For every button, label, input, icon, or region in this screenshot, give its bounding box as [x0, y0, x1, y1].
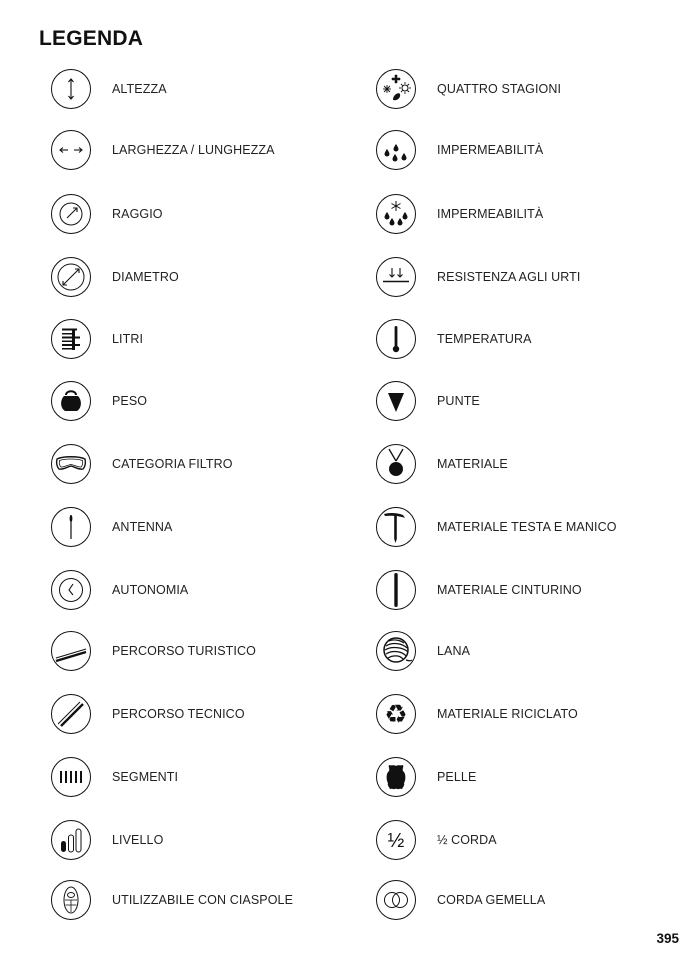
legend-label: AUTONOMIA [112, 583, 189, 597]
legend-item-litri [50, 317, 143, 361]
legend-label: LANA [437, 644, 471, 658]
four-seasons-icon [375, 68, 417, 110]
ice-axe-icon [375, 506, 417, 548]
tip-triangle-icon [375, 380, 417, 422]
legend-label: IMPERMEABILITÀ [437, 207, 544, 221]
legend-item-impermeabilita-2 [375, 192, 543, 236]
medal-icon [375, 443, 417, 485]
half-glyph: ½ [387, 830, 405, 852]
legend-label: IMPERMEABILITÀ [437, 143, 544, 157]
legend-item-antenna [50, 505, 172, 549]
legend-item-percorso-turistico [50, 629, 256, 673]
page-number: 395 [656, 931, 679, 946]
legend-label: ANTENNA [112, 520, 173, 534]
legend-label: ½ CORDA [437, 833, 497, 847]
page-title: LEGENDA [39, 27, 144, 50]
wool-icon [375, 630, 417, 672]
antenna-icon [50, 506, 92, 548]
legend-label: PUNTE [437, 394, 480, 408]
steep-slope-icon [50, 693, 92, 735]
legend-label: TEMPERATURA [437, 332, 532, 346]
legend-item-temperatura [375, 317, 532, 361]
level-bars-icon [50, 819, 92, 861]
legend-item-quattro-stagioni [375, 67, 561, 111]
clock-icon [50, 569, 92, 611]
leather-hide-icon [375, 756, 417, 798]
half-rope-icon [375, 819, 417, 861]
legend-label: CATEGORIA FILTRO [112, 457, 233, 471]
legend-label: RESISTENZA AGLI URTI [437, 270, 581, 284]
legend-item-diametro [50, 255, 179, 299]
impact-arrows-icon [375, 256, 417, 298]
legend-label: QUATTRO STAGIONI [437, 82, 562, 96]
segments-icon [50, 756, 92, 798]
goggles-icon [50, 443, 92, 485]
rain-drops-icon [375, 129, 417, 171]
height-arrows-icon [50, 68, 92, 110]
legend-item-autonomia [50, 568, 188, 612]
legend-item-corda-gemella [375, 878, 545, 922]
svg-text:♻: ♻ [384, 700, 408, 730]
legend-label: MATERIALE [437, 457, 508, 471]
weight-icon [50, 380, 92, 422]
legend-label: SEGMENTI [112, 770, 179, 784]
legend-item-materiale [375, 442, 508, 486]
legend-label: CORDA GEMELLA [437, 893, 546, 907]
legend-label: PERCORSO TECNICO [112, 707, 245, 721]
legend-item-larghezza [50, 128, 275, 172]
legend-label: PESO [112, 394, 148, 408]
legend-label: DIAMETRO [112, 270, 179, 284]
legend-item-raggio [50, 192, 163, 236]
legend-item-materiale-testa-manico [375, 505, 617, 549]
liters-icon [50, 318, 92, 360]
legend-label: PERCORSO TURISTICO [112, 644, 256, 658]
legend-item-resistenza-urti [375, 255, 580, 299]
legend-item-punte [375, 379, 480, 423]
twin-rope-icon [375, 879, 417, 921]
gentle-slope-icon [50, 630, 92, 672]
snowshoe-icon [50, 879, 92, 921]
legend-item-lana [375, 629, 470, 673]
legend-label: LIVELLO [112, 833, 164, 847]
legend-label: MATERIALE RICICLATO [437, 707, 578, 721]
legend-item-altezza [50, 67, 167, 111]
radius-icon [50, 193, 92, 235]
legend-item-materiale-riciclato [375, 692, 578, 736]
legend-item-ciaspole [50, 878, 293, 922]
legend-item-livello [50, 818, 163, 862]
legend-label: LARGHEZZA / LUNGHEZZA [112, 143, 275, 157]
legend-item-pelle [375, 755, 476, 799]
legend-label: MATERIALE TESTA E MANICO [437, 520, 617, 534]
snow-drops-icon [375, 193, 417, 235]
legend-item-impermeabilita-1 [375, 128, 543, 172]
legend-item-segmenti [50, 755, 178, 799]
legend-label: RAGGIO [112, 207, 163, 221]
legend-item-peso [50, 379, 147, 423]
belt-icon [375, 569, 417, 611]
recycle-icon [375, 693, 417, 735]
legend-label: UTILIZZABILE CON CIASPOLE [112, 893, 294, 907]
legend-item-categoria-filtro [50, 442, 233, 486]
legend-item-percorso-tecnico [50, 692, 245, 736]
legend-label: MATERIALE CINTURINO [437, 583, 582, 597]
legend-label: PELLE [437, 770, 477, 784]
legend-item-materiale-cinturino [375, 568, 582, 612]
width-arrows-icon [50, 129, 92, 171]
thermometer-icon [375, 318, 417, 360]
legend-label: ALTEZZA [112, 82, 167, 96]
legend-label: LITRI [112, 332, 144, 346]
legend-item-mezza-corda [375, 818, 497, 862]
diameter-icon [50, 256, 92, 298]
